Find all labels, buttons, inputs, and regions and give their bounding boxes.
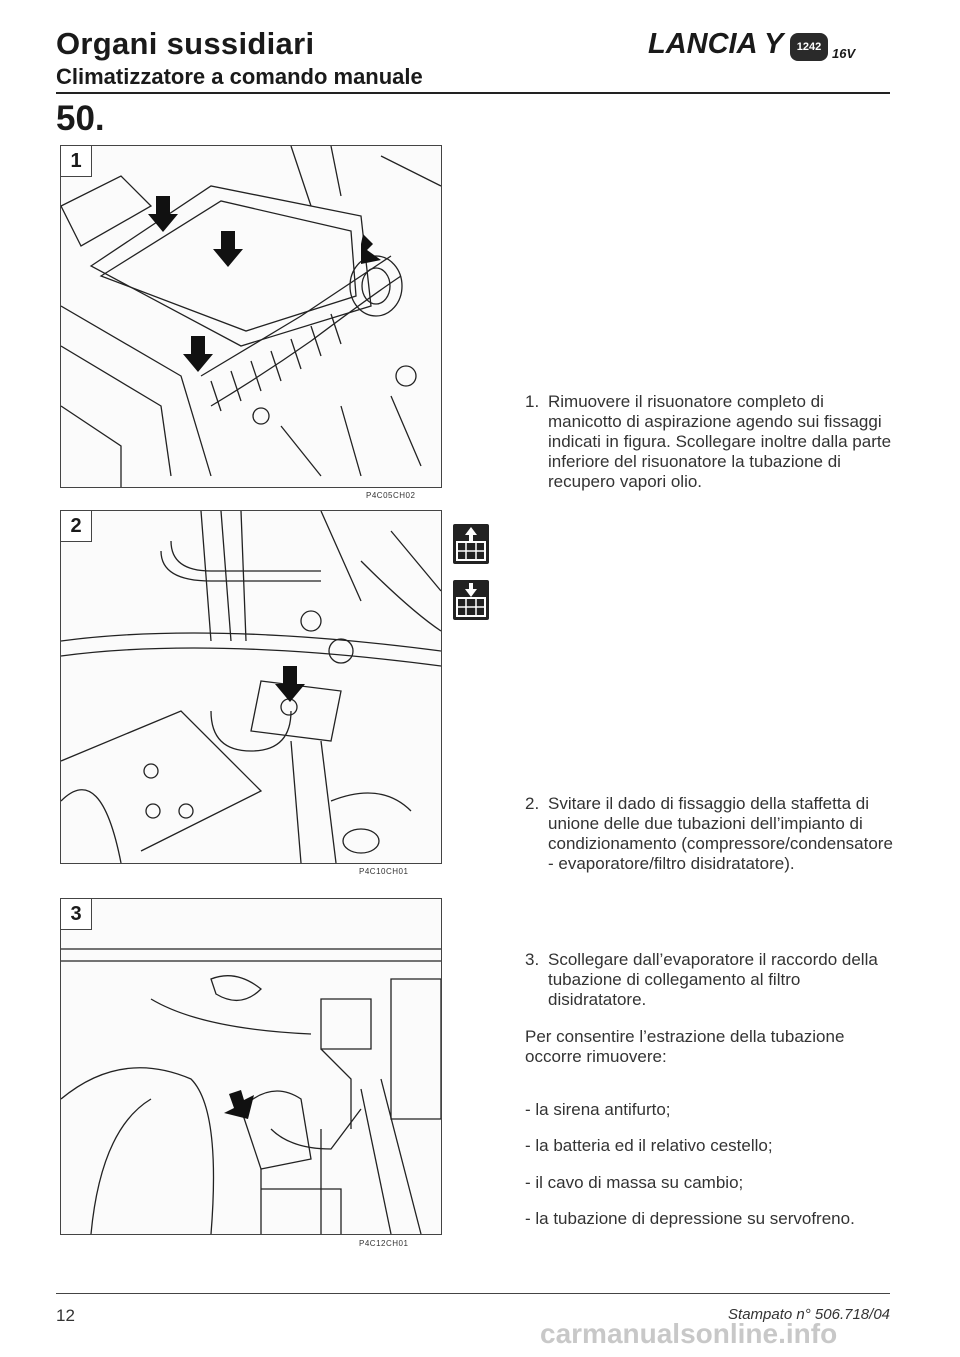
figure-2 [60, 510, 442, 876]
page-subtitle: Climatizzatore a comando manuale [56, 64, 423, 89]
step-3-number: 3. [525, 950, 540, 969]
figure-1-illustration [61, 146, 441, 487]
step-3 [525, 950, 895, 1010]
page-number: 12 [56, 1306, 75, 1325]
print-reference: Stampato n° 506.718/04 [728, 1306, 890, 1323]
figure-2-illustration [61, 511, 441, 863]
footer-divider [56, 1293, 890, 1294]
step-2 [525, 794, 895, 874]
step-1 [525, 392, 895, 492]
bullet-item: - la batteria ed il relativo cestello; [525, 1136, 773, 1155]
figure-3 [60, 898, 442, 1248]
removal-note: Per consentire l’estrazione della tubazione occorre rimuovere: [525, 1027, 845, 1066]
figure-3-number: 3 [60, 898, 92, 930]
removal-icon [453, 524, 489, 564]
brand-name: LANCIA Y [648, 28, 784, 60]
step-1-text: Rimuovere il risuonatore completo di manicotto di aspirazione agendo sui fissaggi indicati in figura. Scollegare inoltre dalla parte inferiore del risuonatore la tubazione di recupero vapori olio. [548, 392, 892, 491]
section-number: 50. [56, 99, 105, 138]
figure-1-number: 1 [60, 145, 92, 177]
brand-badge: 1242 [790, 33, 828, 61]
header-divider [56, 92, 890, 94]
step-2-number: 2. [525, 794, 540, 813]
figure-2-code: P4C10CH01 [359, 867, 409, 876]
bullet-item: - la tubazione di depressione su servofreno. [525, 1209, 855, 1228]
page-title: Organi sussidiari [56, 26, 315, 61]
figure-1 [60, 145, 442, 500]
brand-suffix: 16V [832, 46, 856, 61]
step-1-number: 1. [525, 392, 540, 411]
refit-icon [453, 580, 489, 620]
step-2-text: Svitare il dado di fissaggio della staffetta di unione delle due tubazioni dell’impianto di condizionamento (compressore/condensatore - evaporatore/filtro disidratatore). [548, 794, 893, 873]
figure-2-number: 2 [60, 510, 92, 542]
figure-1-code: P4C05CH02 [366, 491, 416, 500]
watermark: carmanualsonline.info [540, 1318, 838, 1349]
bullet-item: - la sirena antifurto; [525, 1100, 671, 1119]
figure-3-illustration [61, 899, 441, 1234]
step-3-text: Scollegare dall’evaporatore il raccordo della tubazione di collegamento al filtro disidratatore. [548, 950, 878, 1009]
bullet-item: - il cavo di massa su cambio; [525, 1173, 744, 1192]
figure-3-code: P4C12CH01 [359, 1239, 409, 1248]
